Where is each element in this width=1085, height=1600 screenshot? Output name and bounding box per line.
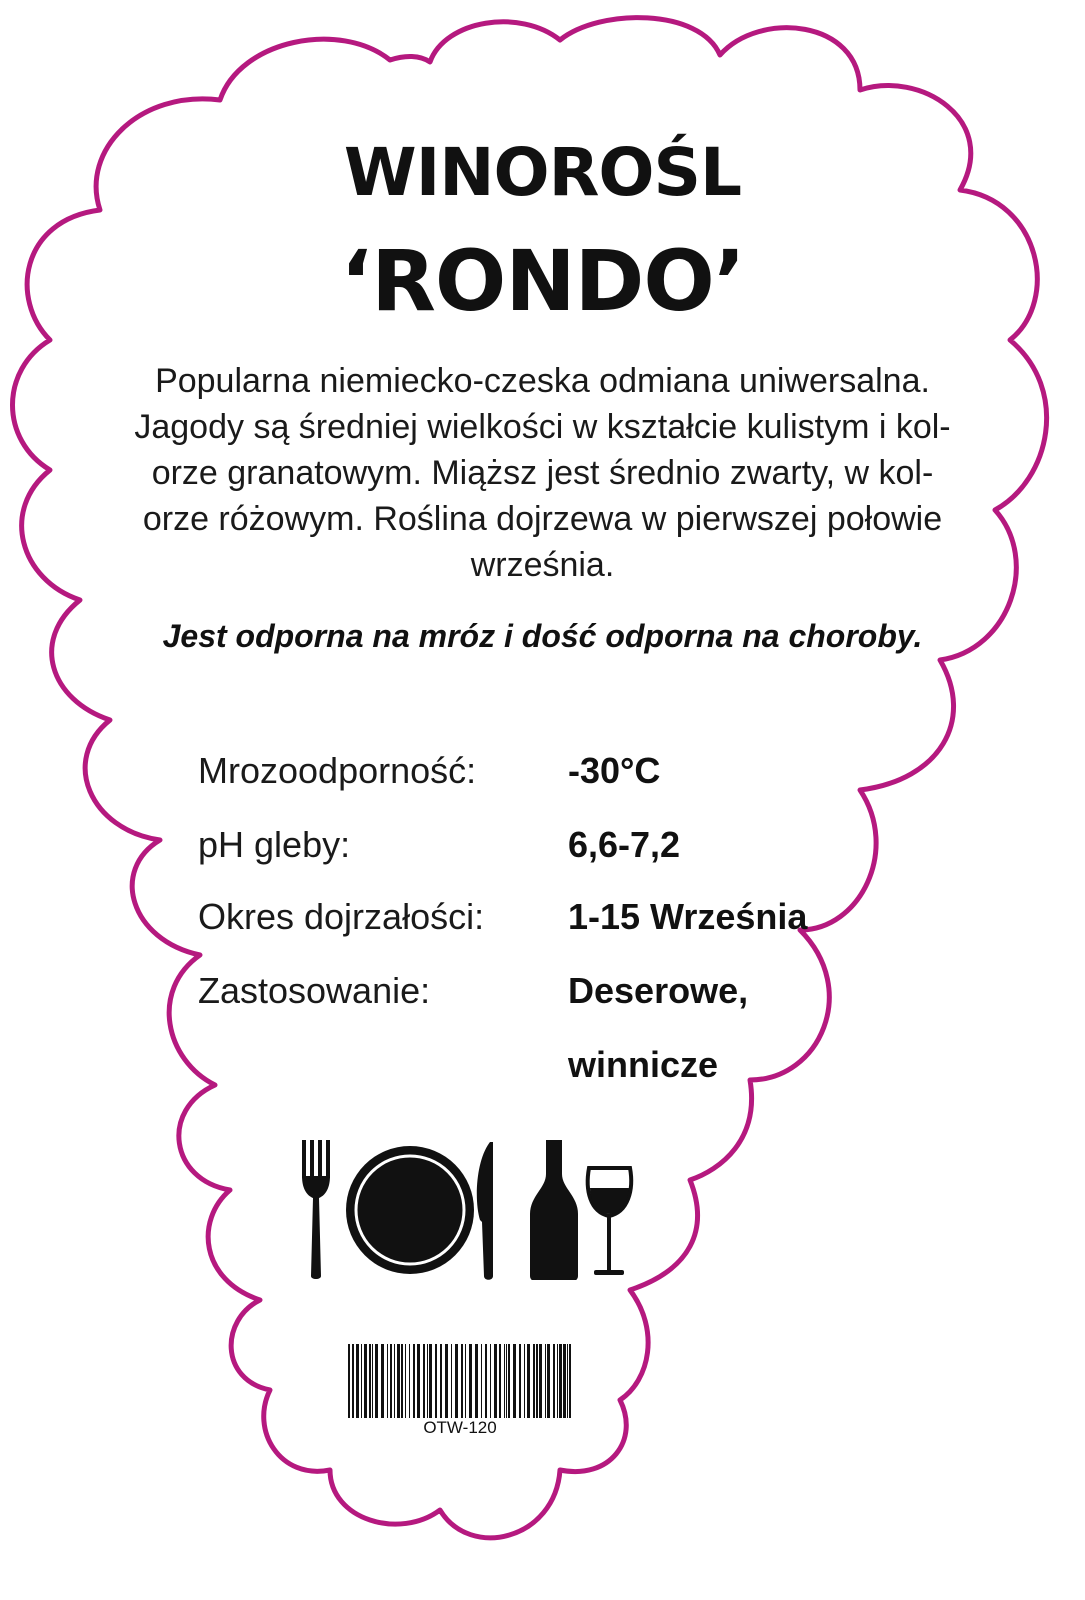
property-value-usage: Deserowe,	[568, 970, 749, 1011]
property-label-ripening: Okres dojrzałości:	[198, 896, 485, 937]
barcode-bar	[527, 1344, 530, 1418]
barcode	[348, 1344, 572, 1420]
barcode-bar	[417, 1344, 420, 1418]
wine-bottle-icon	[530, 1140, 578, 1280]
barcode-bar	[547, 1344, 550, 1418]
barcode-bar	[563, 1344, 566, 1418]
barcode-bar	[513, 1344, 516, 1418]
barcode-bar	[451, 1344, 452, 1418]
property-label-ph: pH gleby:	[198, 824, 351, 865]
description	[60, 358, 1025, 588]
barcode-bar	[524, 1344, 525, 1418]
barcode-bar	[413, 1344, 415, 1418]
barcode-bar	[533, 1344, 535, 1418]
barcode-bar	[506, 1344, 507, 1418]
barcode-bar	[569, 1344, 571, 1418]
usage-icons	[300, 1140, 650, 1280]
barcode-bar	[490, 1344, 491, 1418]
knife-icon	[477, 1142, 493, 1280]
barcode-bar	[519, 1344, 521, 1418]
barcode-bar	[475, 1344, 478, 1418]
property-value-ph: 6,6-7,2	[568, 824, 681, 865]
barcode-bar	[553, 1344, 555, 1418]
barcode-bar	[559, 1344, 562, 1418]
barcode-bar	[455, 1344, 458, 1418]
barcode-bar	[481, 1344, 482, 1418]
barcode-bar	[361, 1344, 362, 1418]
barcode-bar	[381, 1344, 384, 1418]
barcode-bar	[445, 1344, 448, 1418]
barcode-bar	[369, 1344, 371, 1418]
barcode-bar	[567, 1344, 568, 1418]
barcode-bar	[499, 1344, 501, 1418]
description-line: Popularna niemiecko-czeska odmiana uniwersalna.	[155, 362, 930, 400]
barcode-bar	[364, 1344, 367, 1418]
property-value-frost: -30°C	[568, 750, 661, 791]
barcode-bar	[539, 1344, 542, 1418]
resistance-note: Jest odporna na mróz i dość odporna na choroby.	[162, 618, 923, 654]
description-line: orze granatowym. Miąższ jest średnio zwarty, w kol-	[151, 454, 934, 492]
barcode-bar	[394, 1344, 395, 1418]
barcode-bar	[372, 1344, 373, 1418]
barcode-bar	[397, 1344, 400, 1418]
barcode-bar	[375, 1344, 378, 1418]
barcode-bar	[469, 1344, 472, 1418]
variety-name: ‘RONDO’	[340, 232, 745, 330]
property-value-ripening: 1-15 Września	[568, 896, 808, 937]
barcode-bar	[465, 1344, 466, 1418]
barcode-bar	[423, 1344, 425, 1418]
property-value-usage-line2: winnicze	[568, 1044, 719, 1085]
barcode-bar	[352, 1344, 354, 1418]
barcode-bar	[356, 1344, 359, 1418]
barcode-bar	[427, 1344, 428, 1418]
barcode-bar	[440, 1344, 442, 1418]
barcode-number: OTW-120	[423, 1418, 497, 1437]
wine-glass-icon	[588, 1168, 631, 1275]
plate-icon	[346, 1146, 474, 1274]
barcode-bar	[405, 1344, 406, 1418]
barcode-bar	[435, 1344, 437, 1418]
barcode-bar	[401, 1344, 403, 1418]
barcode-bar	[557, 1344, 558, 1418]
barcode-bar	[494, 1344, 497, 1418]
barcode-bar	[390, 1344, 392, 1418]
description-line: Jagody są średniej wielkości w kształcie kulistym i kol-	[134, 408, 951, 446]
barcode-bar	[461, 1344, 463, 1418]
barcode-bar	[429, 1344, 432, 1418]
barcode-bar	[508, 1344, 510, 1418]
barcode-bar	[504, 1344, 505, 1418]
barcode-bar	[536, 1344, 538, 1418]
product-title: WINOROŚL	[343, 134, 742, 211]
barcode-bar	[387, 1344, 388, 1418]
barcode-bar	[348, 1344, 350, 1418]
description-line: orze różowym. Roślina dojrzewa w pierwszej połowie	[142, 500, 943, 538]
description-line: września.	[470, 546, 615, 584]
barcode-bar	[409, 1344, 410, 1418]
property-label-frost: Mrozoodporność:	[198, 750, 477, 791]
fork-icon	[302, 1140, 330, 1279]
barcode-bar	[545, 1344, 546, 1418]
barcode-bar	[485, 1344, 487, 1418]
property-label-usage: Zastosowanie:	[198, 970, 431, 1011]
